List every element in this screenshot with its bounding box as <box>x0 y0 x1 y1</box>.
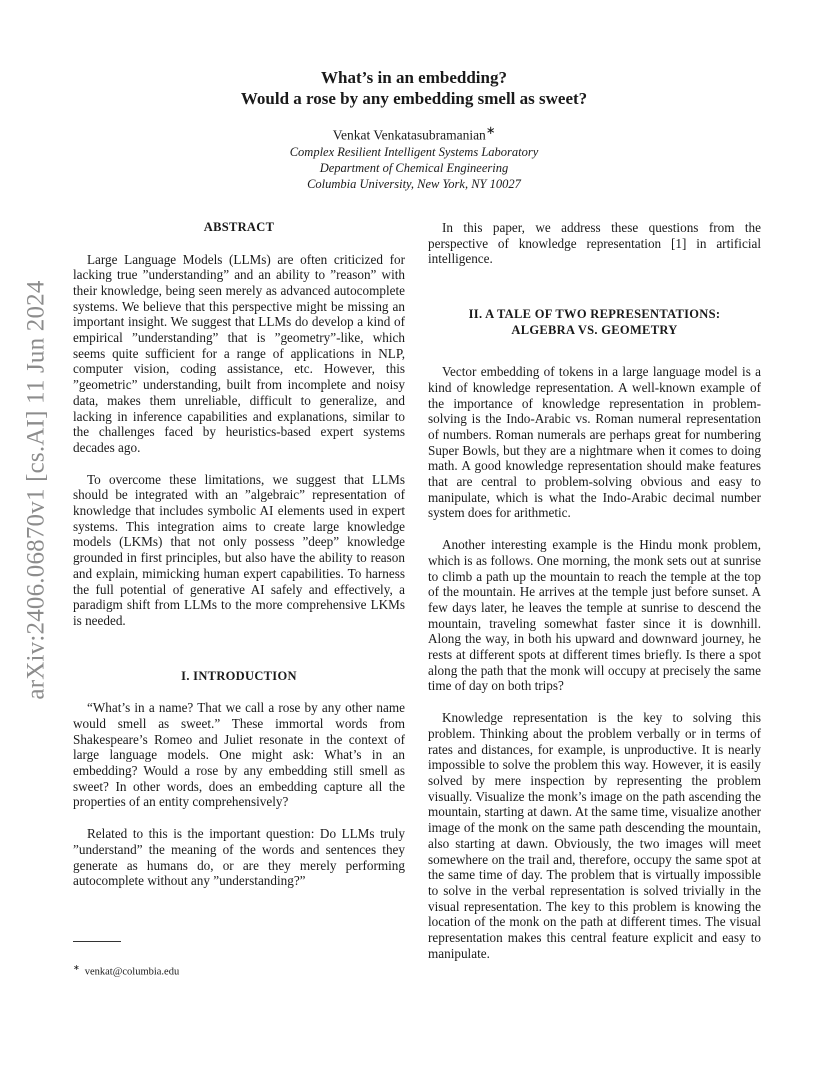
affiliation-univ: Columbia University, New York, NY 10027 <box>307 176 521 191</box>
abstract-paragraph-2: To overcome these limitations, we suggest that LLMs should be integrated with an ”algebraic” representation of knowledge that includes symbolic AI elements used in expert systems. This integration aims to create large knowledge models (LKMs) that not only possess ”deep” knowledge grounded in first principles, but also have the ability to reason and explain, mimicking human expert capabilities. To harness the full potential of generative AI safely and effectively, a paradigm shift from LLMs to the more comprehensive LKMs is needed. <box>73 471 405 628</box>
author-footnote-mark: ∗ <box>485 125 496 137</box>
affiliation-lab: Complex Resilient Intelligent Systems Laboratory <box>289 144 539 159</box>
intro-paragraph-2: Related to this is the important question: Do LLMs truly ”understand” the meaning of the words and sentences they generate as humans do, or are they merely performing autocomplete without any ”understanding?” <box>73 826 405 889</box>
right-column <box>428 220 761 961</box>
footnote <box>73 963 179 978</box>
abstract-heading: ABSTRACT <box>203 220 275 234</box>
intro-paragraph-3: In this paper, we address these questions from the perspective of knowledge representation [1] in artificial intelligence. <box>428 220 761 267</box>
section2-heading-line-1: II. A TALE OF TWO REPRESENTATIONS: <box>468 307 721 322</box>
left-column <box>73 220 405 889</box>
affiliation-dept: Department of Chemical Engineering <box>319 160 509 175</box>
section2-paragraph-2: Another interesting example is the Hindu monk problem, which is as follows. One morning, the monk sets out at sunrise to climb a path up the mountain to reach the temple at the top of the mountain. He arrives at the temple just before sunset. A few days later, he leaves the temple at sunrise to descend the mountain, traveling somewhat faster since it is downhill. Along the way, in both his upward and downward journey, he rests at different spots at different times briefly. Is there a spot along the path that the monk will occupy at precisely the same time of day on both trips? <box>428 537 761 694</box>
footnote-email: venkat@columbia.edu <box>84 966 180 978</box>
intro-heading: I. INTRODUCTION <box>181 668 297 683</box>
arxiv-side-stamp <box>22 280 52 700</box>
abstract-paragraph-1: Large Language Models (LLMs) are often criticized for lacking true ”understanding” and an ability to ”reason” with their knowledge, being seen merely as advanced autocomplete systems. We believe that this perspective might be missing an important insight. We suggest that LLMs do develop a kind of empirical ”understanding” that is ”geometry”-like, which seems quite sufficient for a range of applications in NLP, computer vision, coding assistance, etc. However, this ”geometric” understanding, built from incomplete and noisy data, makes them unreliable, difficult to generalize, and lacking in inference capabilities and explanations, similar to the challenges faced by heuristics-based expert systems decades ago. <box>73 251 405 455</box>
section2-heading-line-2: ALGEBRA VS. GEOMETRY <box>511 322 678 337</box>
footnote-rule <box>73 941 121 942</box>
author-name: Venkat Venkatasubramanian <box>332 127 486 143</box>
footnote-mark: ∗ <box>73 963 80 972</box>
section2-paragraph-3: Knowledge representation is the key to solving this problem. Thinking about the problem verbally or in terms of rates and distances, for example, is unproductive. It is nearly impossible to solve the problem this way. However, it is easily solved by mere inspection by representing the problem visually. Visualize the monk’s image on the path ascending the mountain, starting at dawn. At the same time, visualize another image of the monk on the same path descending the mountain, also starting at dawn. Obviously, the two images will meet somewhere on the trail and, therefore, occupy the same spot at the same time of day. The problem that is virtually impossible to solve in the verbal representation is solved trivially in the visual representation. The key to this problem is knowing the location of the monk on the path at different times. The visual representation makes this central feature explicit and easy to manipulate. <box>428 710 761 961</box>
paper-title-line-2: Would a rose by any embedding smell as sweet? <box>240 89 588 108</box>
section2-paragraph-1: Vector embedding of tokens in a large language model is a kind of knowledge representation. A well-known example of the importance of knowledge representation in problem-solving is the Indo-Arabic vs. Roman numeral representation of numbers. Roman numerals are perhaps great for numbering Super Bowls, but they are a nightmare when it comes to doing math. A good knowledge representation should make features that are central to problem-solving obvious and easy to manipulate, which is what the Indo-Arabic decimal number system does for arithmetic. <box>428 364 761 521</box>
paper-title-line-1: What’s in an embedding? <box>321 68 507 87</box>
intro-paragraph-1: “What’s in a name? That we call a rose by any other name would smell as sweet.” These immortal words from Shakespeare’s Romeo and Juliet resonate in the context of large language models. One might ask: What’s in an embedding? Would a rose by any embedding still smell as sweet? In other words, does an embedding capture all the properties of an entity comprehensively? <box>73 700 405 810</box>
arxiv-identifier: arXiv:2406.06870v1 [cs.AI] 11 Jun 2024 <box>23 280 50 700</box>
author-line <box>150 123 678 144</box>
title-block <box>150 67 678 192</box>
